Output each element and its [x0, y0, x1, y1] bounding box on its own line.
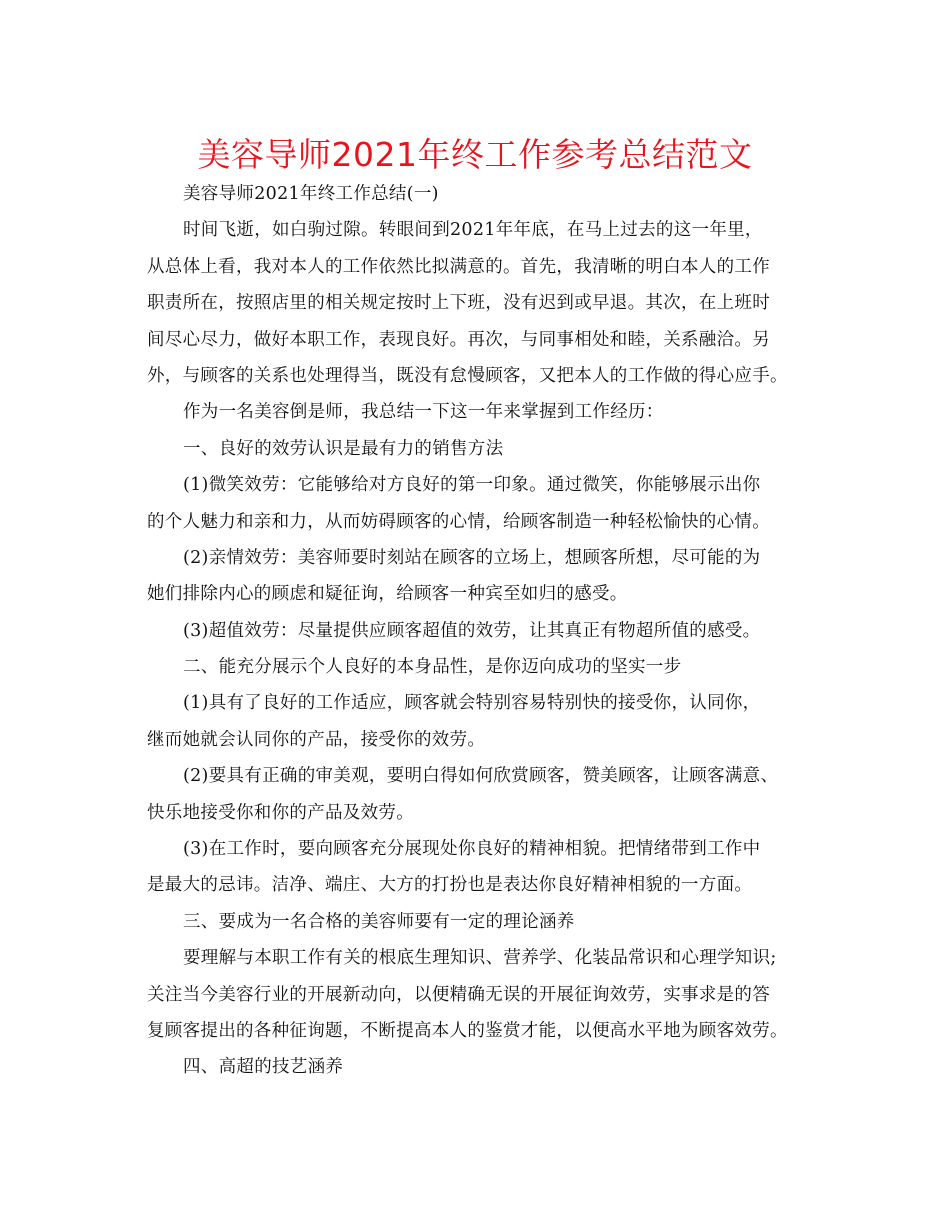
- text-line: 关注当今美容行业的开展新动向，以便精确无误的开展征询效劳，实事求是的答: [147, 984, 770, 1005]
- text-line: 从总体上看，我对本人的工作依然比拟满意的。首先，我清晰的明白本人的工作: [147, 256, 770, 277]
- text-line: 职责所在，按照店里的相关规定按时上下班，没有迟到或早退。其次，在上班时: [147, 293, 770, 314]
- text-line: 四、高超的技艺涵养: [183, 1057, 344, 1078]
- text-line: 外，与顾客的关系也处理得当，既没有怠慢顾客，又把本人的工作做的得心应手。: [147, 365, 788, 386]
- text-line: 要理解与本职工作有关的根底生理知识、营养学、化装品常识和心理学知识;: [183, 948, 777, 969]
- text-line: (1)具有了良好的工作适应，顾客就会特别容易特别快的接受你，认同你，: [183, 693, 761, 714]
- text-line: (3)在工作时，要向顾客充分展现处你良好的精神相貌。把情绪带到工作中: [183, 839, 761, 860]
- text-line: (2)要具有正确的审美观，要明白得如何欣赏顾客，赞美顾客，让顾客满意、: [183, 766, 779, 787]
- text-line: 间尽心尽力，做好本职工作，表现良好。再次，与同事相处和睦，关系融洽。另: [147, 329, 770, 350]
- text-line: 她们排除内心的顾虑和疑征询，给顾客一种宾至如归的感受。: [147, 584, 628, 605]
- text-line: (2)亲情效劳：美容师要时刻站在顾客的立场上，想顾客所想，尽可能的为: [183, 547, 761, 568]
- text-line: 美容导师2021年终工作总结(一): [183, 184, 439, 204]
- text-line: 复顾客提出的各种征询题，不断提高本人的鉴赏才能，以便高水平地为顾客效劳。: [147, 1020, 788, 1041]
- text-line: 是最大的忌讳。洁净、端庄、大方的打扮也是表达你良好精神相貌的一方面。: [147, 875, 753, 896]
- text-line: 三、要成为一名合格的美容师要有一定的理论涵养: [183, 911, 575, 932]
- text-line: (1)微笑效劳：它能够给对方良好的第一印象。通过微笑，你能够展示出你: [183, 475, 761, 496]
- text-line: 一、良好的效劳认识是最有力的销售方法: [183, 438, 504, 459]
- text-line: 的个人魅力和亲和力，从而妨碍顾客的心情，给顾客制造一种轻松愉快的心情。: [147, 511, 770, 532]
- text-line: (3)超值效劳：尽量提供应顾客超值的效劳，让其真正有物超所值的感受。: [183, 620, 761, 641]
- document-title: 美容导师2021年终工作参考总结范文: [197, 135, 753, 174]
- document-body: [147, 176, 817, 1086]
- text-line: 二、能充分展示个人良好的本身品性，是你迈向成功的坚实一步: [183, 657, 682, 678]
- text-line: 时间飞逝，如白驹过隙。转眼间到2021年年底，在马上过去的这一年里，: [183, 220, 763, 241]
- text-line: 快乐地接受你和你的产品及效劳。: [147, 802, 414, 823]
- text-line: 作为一名美容倒是师，我总结一下这一年来掌握到工作经历：: [183, 402, 664, 423]
- text-line: 继而她就会认同你的产品，接受你的效劳。: [147, 729, 486, 750]
